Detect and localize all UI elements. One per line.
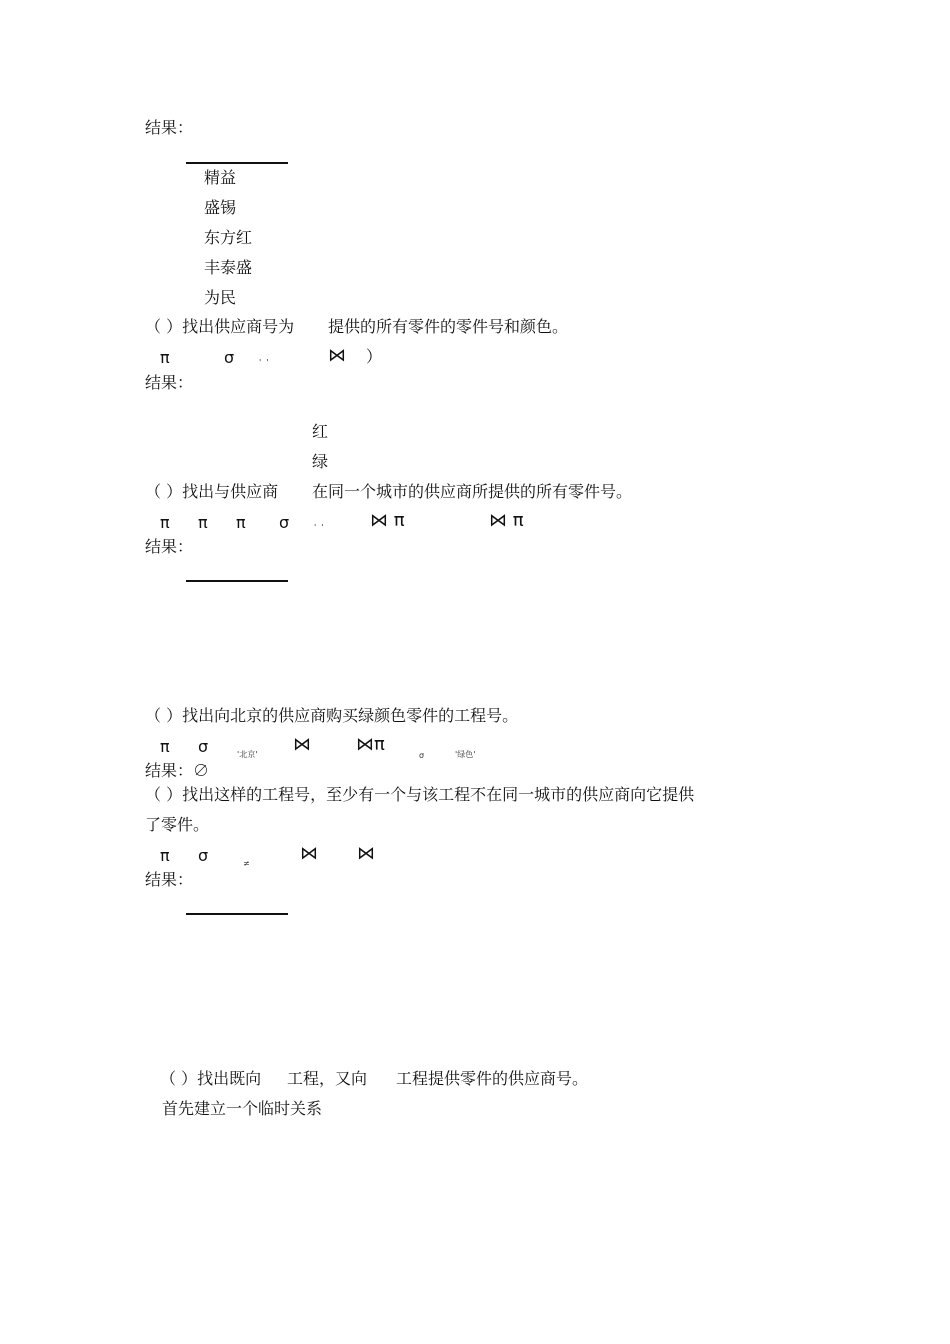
question-text: （ ）找出与供应商 xyxy=(145,482,279,501)
projection-symbol: π xyxy=(160,348,170,367)
list-item: 为民 xyxy=(204,288,237,307)
list-item: 绿 xyxy=(312,452,329,471)
paragraph-text: 首先建立一个临时关系 xyxy=(162,1099,323,1118)
table-rule xyxy=(186,162,288,164)
question-text: （ ）找出向北京的供应商购买绿颜色零件的工程号。 xyxy=(145,706,519,725)
result-label: 结果： xyxy=(145,537,194,556)
join-symbol: ⋈ xyxy=(300,843,318,864)
selection-symbol: σ xyxy=(198,846,209,865)
projection-symbol: π xyxy=(160,737,170,756)
join-symbol: ⋈ xyxy=(328,345,346,366)
projection-symbol: π xyxy=(160,846,170,865)
condition-text: '北京' xyxy=(237,750,258,759)
join-projection: ⋈ π xyxy=(489,510,524,531)
question-text: （ ）找出供应商号为 xyxy=(145,317,295,336)
paren: ） xyxy=(366,347,383,366)
selection-symbol: σ xyxy=(279,513,290,532)
join-projection: ⋈ π xyxy=(370,510,405,531)
question-text: 在同一个城市的供应商所提供的所有零件号。 xyxy=(312,482,633,501)
result-label: 结果：∅ xyxy=(145,761,210,780)
question-text: 工程提供零件的供应商号。 xyxy=(396,1069,589,1088)
condition-text: '绿色' xyxy=(455,750,476,759)
list-item: 盛锡 xyxy=(204,198,237,217)
question-text: （ ）找出既向 xyxy=(160,1069,262,1088)
question-text: 提供的所有零件的零件号和颜色。 xyxy=(328,317,569,336)
question-text: 工程，又向 xyxy=(287,1069,368,1088)
list-item: 精益 xyxy=(204,168,237,187)
quote-marks: ' ' xyxy=(314,523,324,532)
question-text: 了零件。 xyxy=(145,815,210,834)
not-equal-symbol: ≠ xyxy=(243,859,250,868)
projection-symbol: π xyxy=(236,513,246,532)
question-text: （ ）找出这样的工程号，至少有一个与该工程不在同一城市的供应商向它提供 xyxy=(145,785,695,804)
join-symbol: ⋈ xyxy=(293,734,311,755)
result-label: 结果： xyxy=(145,870,194,889)
result-label: 结果： xyxy=(145,373,194,392)
join-symbol: ⋈ xyxy=(357,843,375,864)
result-label: 结果： xyxy=(145,118,194,137)
selection-symbol: σ xyxy=(198,737,209,756)
list-item: 东方红 xyxy=(204,228,253,247)
join-projection: ⋈π xyxy=(356,734,385,755)
selection-symbol: σ xyxy=(224,348,235,367)
selection-symbol: σ xyxy=(419,751,425,760)
projection-symbol: π xyxy=(160,513,170,532)
projection-symbol: π xyxy=(198,513,208,532)
table-rule xyxy=(186,580,288,582)
table-rule xyxy=(186,913,288,915)
quote-marks: ' ' xyxy=(259,358,269,367)
list-item: 红 xyxy=(312,422,329,441)
list-item: 丰泰盛 xyxy=(204,258,253,277)
